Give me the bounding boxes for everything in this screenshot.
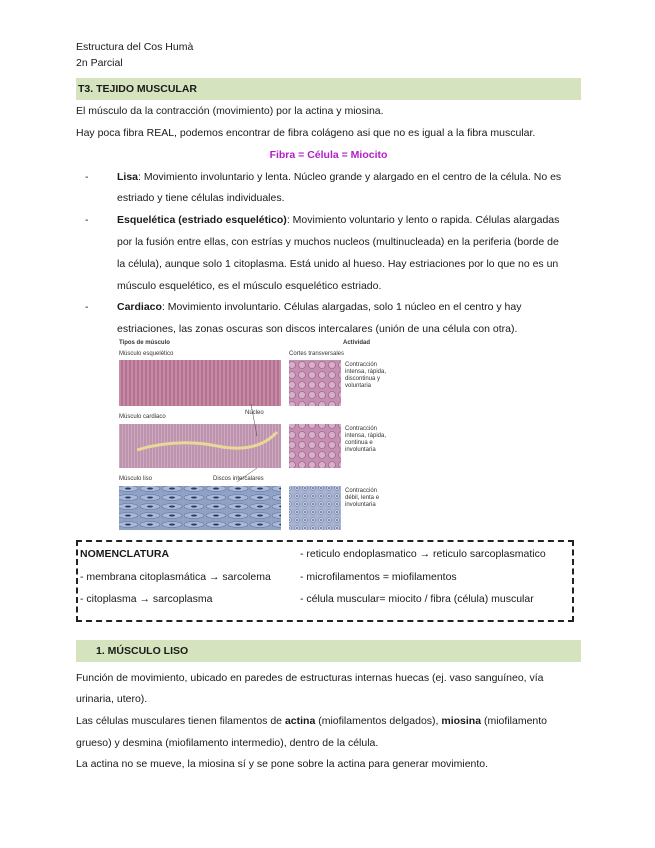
bullet-lisa <box>117 171 582 183</box>
bullet-text: estriado y tiene células individuales. <box>117 192 285 204</box>
bullet-text: : Movimiento voluntario y lento o rapida. Células alargadas <box>286 214 560 226</box>
section-title: T3. TEJIDO MUSCULAR <box>78 83 198 95</box>
discs-label: Discos intercalares <box>213 476 264 482</box>
row-label-skeletal: Músculo esquelético <box>119 351 174 357</box>
figure-col-left: Tipos de músculo <box>119 340 170 346</box>
doc-header-title: Estructura del Cos Humà <box>76 41 194 53</box>
doc-header-subtitle: 2n Parcial <box>76 57 123 69</box>
nomenclature-title: NOMENCLATURA <box>80 548 170 560</box>
section-band-musculo-liso <box>76 640 581 662</box>
bullet-dash: - <box>85 301 89 313</box>
smooth-paragraph-3: La actina no se mueve, la miosina sí y se pone sobre la actina para generar movimiento. <box>76 758 489 770</box>
bullet-text: : Movimiento involuntario y lenta. Núcleo grande y alargado en el centro de la célula. No es <box>138 171 562 183</box>
bullet-term: Esquelética (estriado esquelético) <box>117 214 287 226</box>
row-label-cardiac: Músculo cardiaco <box>119 414 166 420</box>
bullet-term: Cardiaco <box>117 301 162 313</box>
skeletal-muscle-image <box>119 360 281 406</box>
bullet-term: Lisa <box>117 171 139 183</box>
intro-paragraph-1: El músculo da la contracción (movimiento) por la actina y miosina. <box>76 105 384 117</box>
smooth-muscle-image <box>119 486 281 530</box>
bullet-cardiaco <box>117 301 582 313</box>
activity-smooth: Contracción débil, lenta e involuntaria <box>345 488 380 508</box>
skeletal-cross-section-image <box>289 360 341 406</box>
activity-skeletal: Contracción intensa, rápida, discontinua y voluntaria <box>345 362 387 389</box>
bullet-dash: - <box>85 171 89 183</box>
bullet-esqueletica <box>117 214 582 226</box>
activity-cardiac: Contracción intensa, rápida, continua e involuntaria <box>345 426 387 453</box>
bullet-text: estriaciones, las zonas oscuras son discos intercalares (unión de una célula con otra). <box>117 323 518 335</box>
section-title: 1. MÚSCULO LISO <box>96 645 189 657</box>
section-band-t3 <box>76 78 581 100</box>
smooth-paragraph-2-cont: grueso) y desmina (miofilamento intermedio), dentro de la célula. <box>76 737 379 749</box>
bullet-text: músculo esquelético, es el músculo esquelético estriado. <box>117 280 382 292</box>
cardiac-cross-section-image <box>289 424 341 468</box>
bullet-text: : Movimiento involuntario. Células alargadas, solo 1 núcleo en el centro y hay <box>161 301 522 313</box>
row-label-cross: Cortes transversales <box>289 351 345 357</box>
nomenclature-left-item: - citoplasma → sarcoplasma <box>80 593 213 605</box>
nucleus-label: Núcleo <box>245 410 264 416</box>
bullet-text: la célula), aunque solo 1 citoplasma. Está unido al hueso. Hay estriaciones por lo que no es un <box>117 258 559 270</box>
smooth-paragraph-2: Las células musculares tienen filamentos de actina (miofilamentos delgados), miosina (miofilamento <box>76 715 548 727</box>
smooth-cross-section-image <box>289 486 341 530</box>
nomenclature-right-item: - microfilamentos = miofilamentos <box>300 571 457 583</box>
muscle-types-figure <box>117 340 391 530</box>
figure-col-right: Actividad <box>343 340 371 346</box>
highlight-equation: Fibra = Célula = Miocito <box>269 149 388 161</box>
smooth-paragraph-1-cont: urinaria, utero). <box>76 693 148 705</box>
intro-paragraph-2: Hay poca fibra REAL, podemos encontrar de fibra colágeno asi que no es igual a la fibra muscular. <box>76 127 536 139</box>
nomenclature-right-item: - célula muscular= miocito / fibra (célula) muscular <box>300 593 534 605</box>
nomenclature-right-item: - reticulo endoplasmatico → reticulo sarcoplasmatico <box>300 548 546 560</box>
nomenclature-left-item: - membrana citoplasmática → sarcolema <box>80 571 271 583</box>
bullet-text: por la fusión entre ellas, con estrías y muchos nucleos (multinucleada) en la periferia (borde de <box>117 236 559 248</box>
bullet-dash: - <box>85 214 89 226</box>
row-label-smooth: Músculo liso <box>119 476 153 482</box>
smooth-paragraph-1: Función de movimiento, ubicado en paredes de estructuras internas huecas (ej. vaso sanguíneo, vía <box>76 672 544 684</box>
